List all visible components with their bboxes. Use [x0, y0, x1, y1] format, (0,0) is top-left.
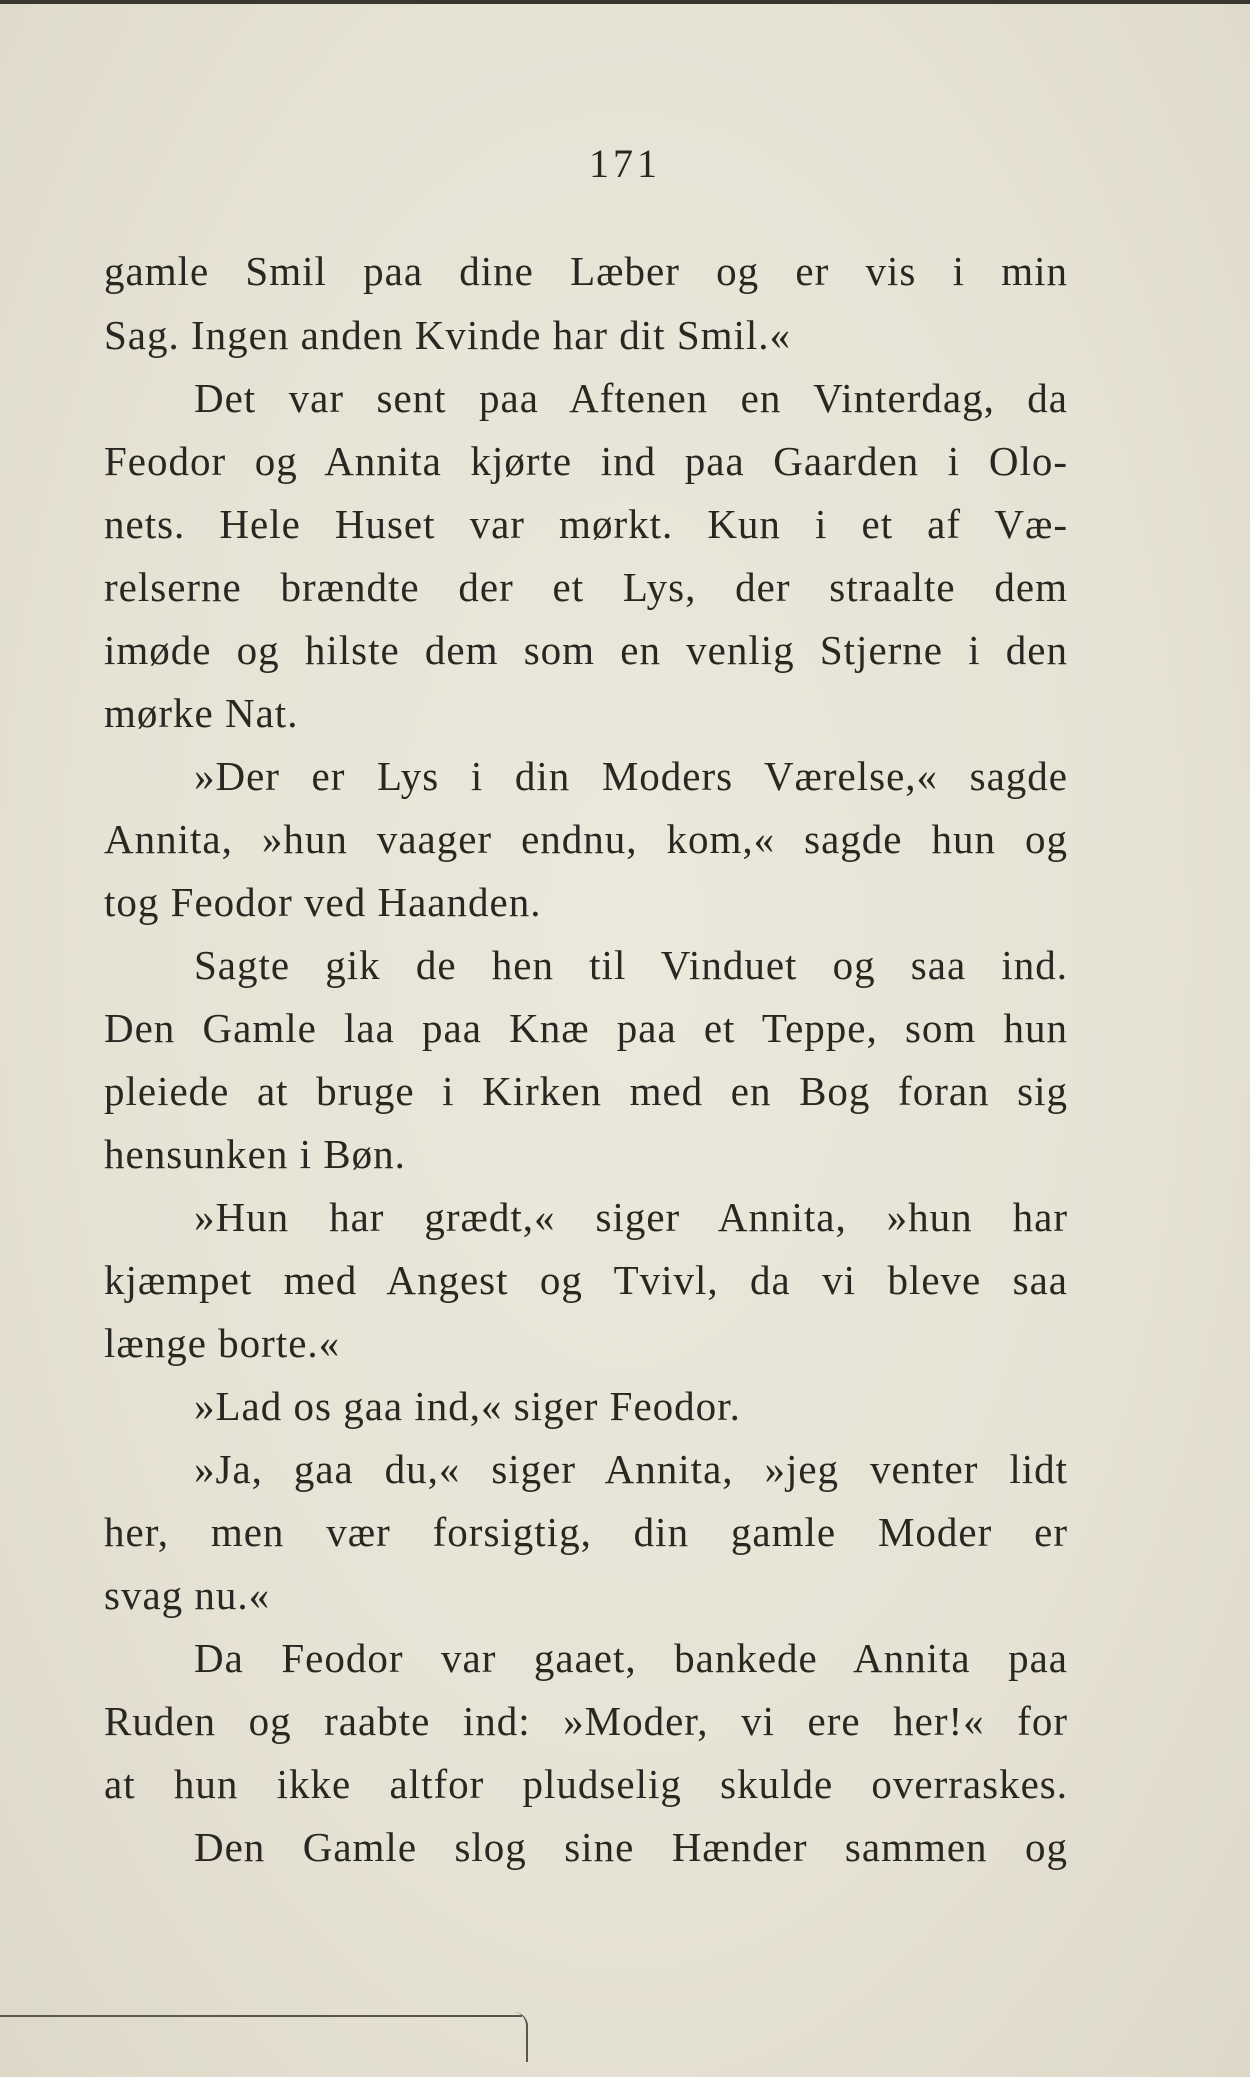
text-line: længe borte.« [104, 1320, 341, 1366]
text-line: »Der er Lys i din Moders Værelse,« sagde [194, 753, 1068, 799]
text-line: Feodor og Annita kjørte ind paa Gaarden i Olo- [104, 438, 1068, 484]
text-line: Sagte gik de hen til Vinduet og saa ind. [194, 942, 1068, 988]
text-line: mørke Nat. [104, 690, 299, 736]
scan-top-edge [0, 0, 1250, 4]
text-line: »Lad os gaa ind,« siger Feodor. [194, 1383, 741, 1429]
text-line: relserne brændte der et Lys, der straalte dem [104, 564, 1068, 610]
text-line: Det var sent paa Aftenen en Vinterdag, da [194, 375, 1068, 421]
text-line: tog Feodor ved Haanden. [104, 879, 542, 925]
text-line: pleiede at bruge i Kirken med en Bog foran sig [104, 1068, 1068, 1114]
text-line: Ruden og raabte ind: »Moder, vi ere her!« for [104, 1698, 1068, 1744]
text-line: imøde og hilste dem som en venlig Stjerne i den [104, 627, 1068, 673]
text-line: hensunken i Bøn. [104, 1131, 406, 1177]
bottom-bracket [510, 2012, 528, 2062]
text-line: her, men vær forsigtig, din gamle Moder er [104, 1509, 1068, 1555]
page-number: 171 [589, 141, 661, 186]
text-line: gamle Smil paa dine Læber og er vis i min [104, 248, 1068, 294]
text-line: svag nu.« [104, 1572, 271, 1618]
text-line: Den Gamle slog sine Hænder sammen og [194, 1824, 1068, 1870]
text-line: Annita, »hun vaager endnu, kom,« sagde hun og [104, 816, 1068, 862]
text-line: Den Gamle laa paa Knæ paa et Teppe, som hun [104, 1005, 1068, 1051]
text-line: nets. Hele Huset var mørkt. Kun i et af Væ- [104, 501, 1068, 547]
text-line: »Ja, gaa du,« siger Annita, »jeg venter lidt [194, 1446, 1068, 1492]
text-line: at hun ikke altfor pludselig skulde overraskes. [104, 1761, 1068, 1807]
text-line: Da Feodor var gaaet, bankede Annita paa [194, 1635, 1068, 1681]
text-line: Sag. Ingen anden Kvinde har dit Smil.« [104, 312, 792, 358]
bottom-rule [0, 2015, 522, 2017]
text-line: kjæmpet med Angest og Tvivl, da vi bleve saa [104, 1257, 1068, 1303]
text-line: »Hun har grædt,« siger Annita, »hun har [194, 1194, 1068, 1240]
